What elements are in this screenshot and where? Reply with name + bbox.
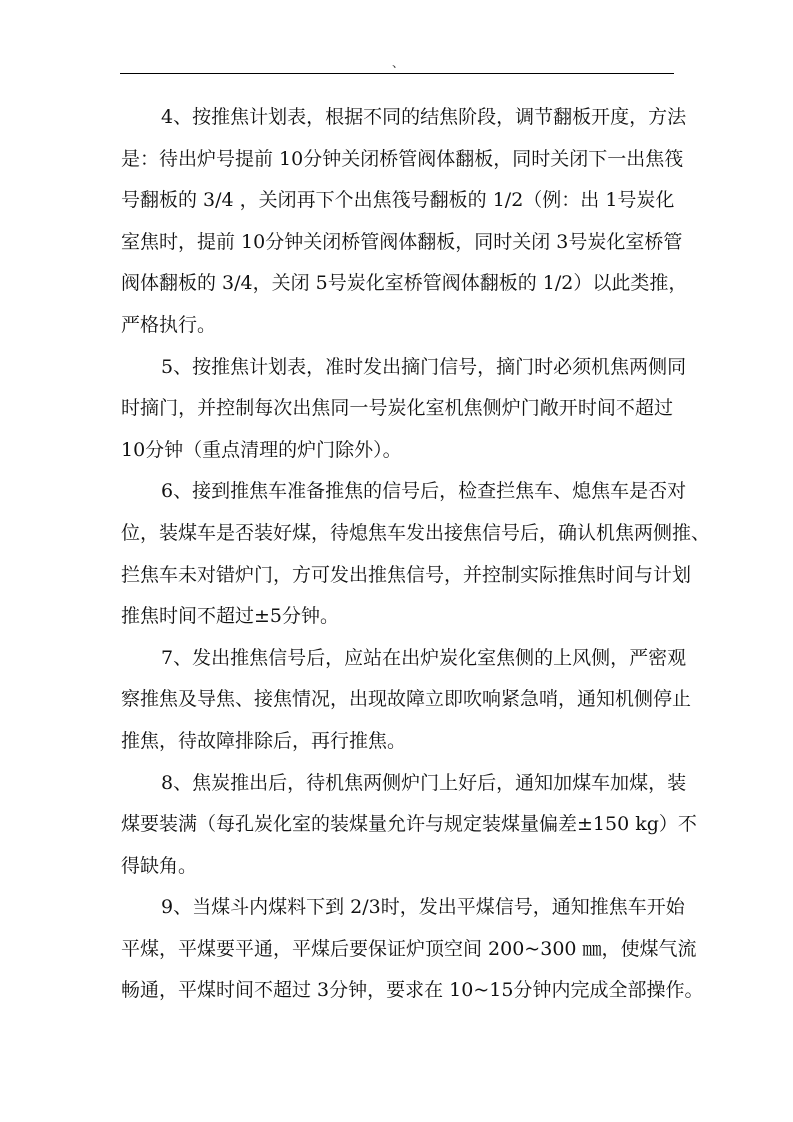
paragraph-line: 位，装煤车是否装好煤，待熄焦车发出接焦信号后，确认机焦两侧推、 (121, 521, 711, 544)
paragraph (121, 97, 688, 347)
paragraph-line: 平煤，平煤要平通，平煤后要保证炉顶空间 200~300 ㎜，使煤气流 (121, 937, 697, 960)
paragraph-line: 9、当煤斗内煤料下到 2/3时，发出平煤信号，通知推焦车开始 (161, 896, 685, 919)
paragraph-line: 是：待出炉号提前 10分钟关闭桥管阀体翻板，同时关闭下一出焦筏 (121, 147, 684, 170)
paragraph-line: 10分钟（重点清理的炉门除外）。 (121, 438, 402, 461)
paragraph-line: 得缺角。 (121, 854, 198, 877)
paragraph-line: 5、按推焦计划表，准时发出摘门信号，摘门时必须机焦两侧同 (161, 355, 687, 378)
paragraph-line: 推焦时间不超过±5分钟。 (121, 605, 340, 628)
paragraph-line: 室焦时，提前 10分钟关闭桥管阀体翻板，同时关闭 3号炭化室桥管 (121, 230, 683, 253)
paragraph-line: 7、发出推焦信号后，应站在出炉炭化室焦侧的上风侧，严密观 (161, 646, 687, 669)
paragraph-line: 拦焦车未对错炉门，方可发出推焦信号，并控制实际推焦时间与计划 (121, 563, 692, 586)
paragraph (121, 887, 704, 1012)
paragraph-line: 严格执行。 (121, 313, 217, 336)
document-body (121, 97, 711, 1012)
paragraph-line: 阀体翻板的 3/4，关闭 5号炭化室桥管阀体翻板的 1/2）以此类推， (121, 272, 688, 295)
paragraph (121, 347, 687, 472)
header-mark: 、 (392, 56, 405, 70)
paragraph-line: 推焦，待故障排除后，再行推焦。 (121, 729, 407, 752)
paragraph-line: 察推焦及导焦、接焦情况，出现故障立即吹响紧急哨，通知机侧停止 (121, 688, 692, 711)
paragraph-line: 号翻板的 3/4 ，关闭再下个出焦筏号翻板的 1/2（例：出 1号炭化 (121, 189, 675, 212)
paragraph (121, 471, 711, 637)
paragraph-line: 畅通，平煤时间不超过 3分钟，要求在 10~15分钟内完成全部操作。 (121, 979, 704, 1002)
paragraph-line: 时摘门，并控制每次出焦同一号炭化室机焦侧炉门敞开时间不超过 (121, 397, 673, 420)
paragraph-line: 8、焦炭推出后，待机焦两侧炉门上好后，通知加煤车加煤，装 (161, 771, 687, 794)
paragraph-line: 4、按推焦计划表，根据不同的结焦阶段，调节翻板开度，方法 (161, 106, 687, 128)
paragraph (121, 638, 692, 763)
paragraph-line: 煤要装满（每孔炭化室的装煤量允许与规定装煤量偏差±150 kg）不 (121, 813, 697, 836)
paragraph (121, 763, 697, 888)
paragraph-line: 6、接到推焦车准备推焦的信号后，检查拦焦车、熄焦车是否对 (161, 480, 687, 503)
header-rule (120, 73, 674, 74)
